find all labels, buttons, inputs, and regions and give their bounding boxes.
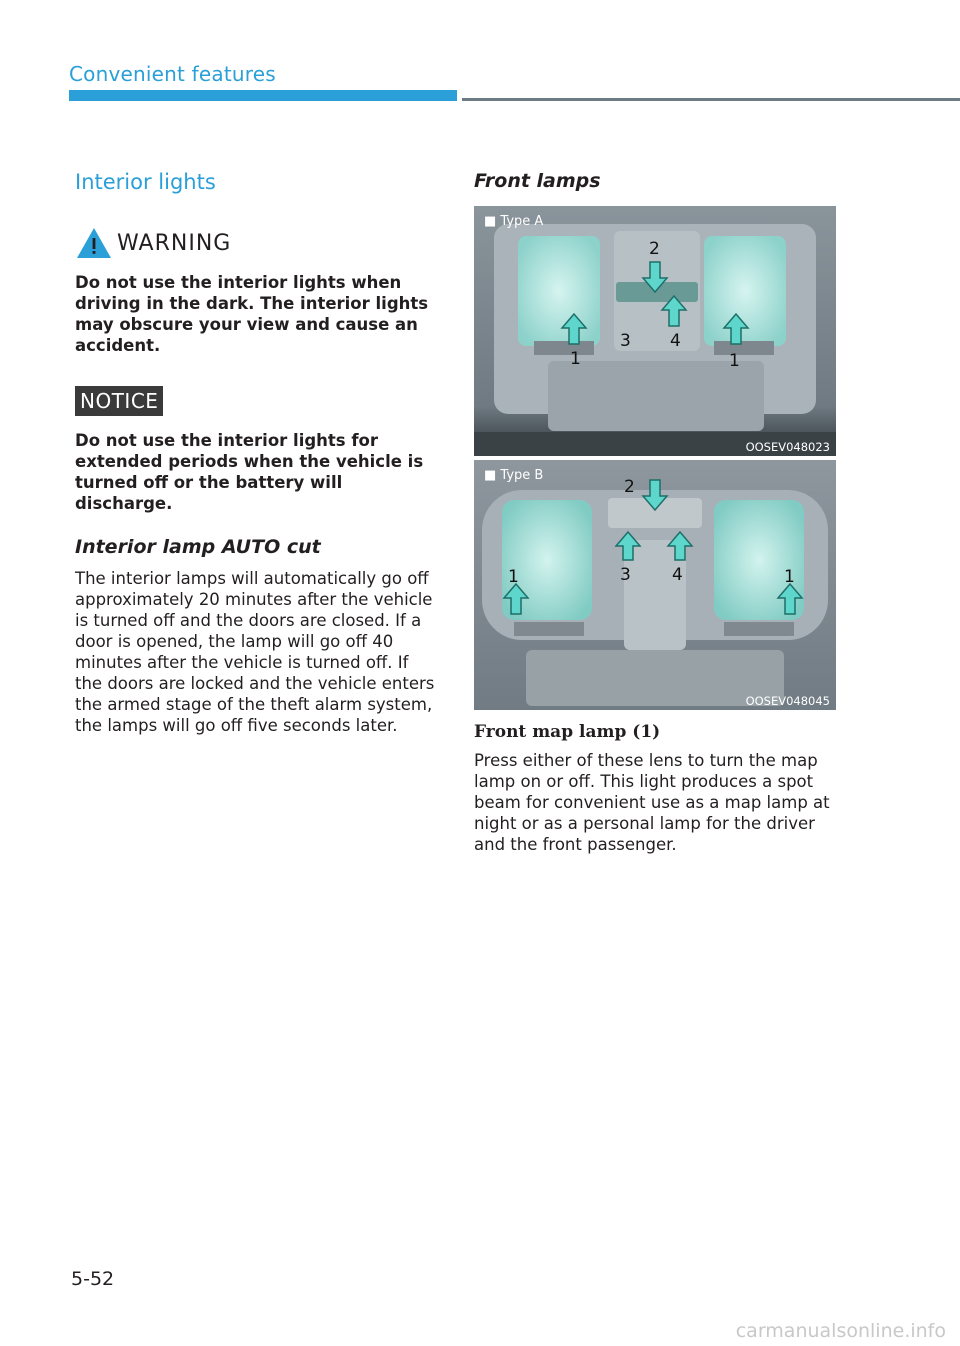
callout-4: 4 bbox=[670, 331, 681, 351]
figure-b-label: ■ Type B bbox=[484, 468, 544, 483]
front-lamps-heading: Front lamps bbox=[474, 170, 601, 192]
warning-header bbox=[75, 226, 440, 260]
right-column bbox=[474, 170, 836, 855]
callout-b-3: 3 bbox=[620, 565, 631, 585]
figure-type-a bbox=[474, 206, 836, 456]
notice-label: NOTICE bbox=[75, 386, 163, 416]
callout-b-4: 4 bbox=[672, 565, 683, 585]
watermark: carmanualsonline.info bbox=[735, 1320, 946, 1342]
warning-title: WARNING bbox=[117, 230, 232, 256]
figure-a-label: ■ Type A bbox=[484, 214, 544, 229]
header-rule-grey bbox=[462, 98, 960, 101]
callout-3: 3 bbox=[620, 331, 631, 351]
type-a-illustration bbox=[474, 206, 836, 456]
callout-1-left: 1 bbox=[570, 349, 581, 369]
left-column bbox=[75, 170, 440, 736]
section-heading: Interior lights bbox=[75, 170, 216, 194]
auto-cut-heading: Interior lamp AUTO cut bbox=[75, 536, 321, 558]
map-lamp-text: Press either of these lens to turn the map lamp on or off. This light produces a spot beam for convenient use as a map lamp at night or as a personal lamp for the driver and the front passenger. bbox=[474, 751, 830, 854]
auto-cut-text: The interior lamps will automatically go off approximately 20 minutes after the vehicle is turned off and the doors are closed. If a door is opened, the lamp will go off 40 minutes after the vehicle is turned off. If the doors are locked and the vehicle enters the armed stage of the theft alarm system, the lamps will go off five seconds later. bbox=[75, 569, 435, 735]
callout-b-1-right: 1 bbox=[784, 567, 795, 587]
header-rule-blue bbox=[69, 90, 457, 101]
warning-text: Do not use the interior lights when driving in the dark. The interior lights may obscure your view and cause an accident. bbox=[75, 273, 429, 355]
page-number: 5-52 bbox=[71, 1268, 115, 1290]
figure-b-code: OOSEV048045 bbox=[745, 694, 830, 708]
callout-2: 2 bbox=[649, 239, 660, 259]
figure-a-code: OOSEV048023 bbox=[745, 440, 830, 454]
figure-type-b bbox=[474, 460, 836, 710]
warning-icon bbox=[75, 226, 113, 260]
type-b-illustration bbox=[474, 460, 836, 710]
notice-text: Do not use the interior lights for extended periods when the vehicle is turned off or the battery will discharge. bbox=[75, 431, 424, 513]
callout-1-right: 1 bbox=[729, 351, 740, 371]
callout-b-2: 2 bbox=[624, 477, 635, 497]
map-lamp-heading: Front map lamp (1) bbox=[474, 722, 661, 742]
header-title: Convenient features bbox=[69, 62, 276, 86]
callout-b-1-left: 1 bbox=[508, 567, 519, 587]
